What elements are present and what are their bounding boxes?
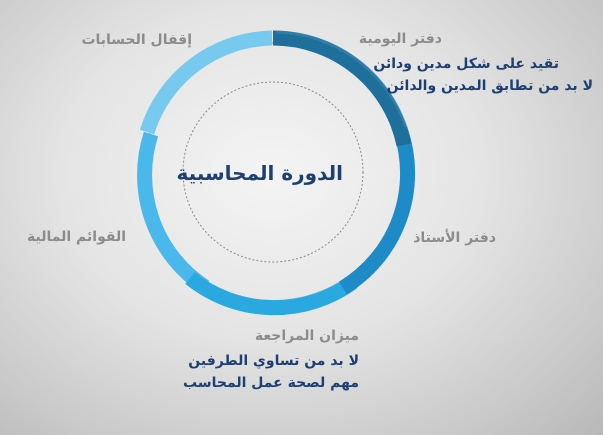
segment-trial-balance (190, 278, 353, 308)
stage-note-trial-balance-1: لا بد من تساوي الطرفين (188, 353, 359, 369)
segment-closing-accounts (147, 38, 272, 132)
segment-financial-statements (145, 134, 205, 287)
stage-title-ledger: دفتر الأستاذ (413, 230, 496, 246)
stage-title-journal: دفتر اليومية (358, 31, 442, 47)
stage-note-journal-2: لا بد من تطابق المدين والدائن (386, 78, 593, 94)
stage-title-closing-accounts: إقفال الحسابات (81, 32, 192, 48)
stage-note-trial-balance-2: مهم لصحة عمل المحاسب (183, 375, 359, 391)
segment-ledger (343, 129, 408, 288)
stage-note-journal-1: تقيد على شكل مدين ودائن (373, 56, 559, 72)
stage-title-financial-statements: القوائم المالية (27, 229, 126, 245)
stage-title-trial-balance: ميزان المراجعة (254, 328, 359, 344)
center-title: الدورة المحاسبية (176, 161, 343, 185)
